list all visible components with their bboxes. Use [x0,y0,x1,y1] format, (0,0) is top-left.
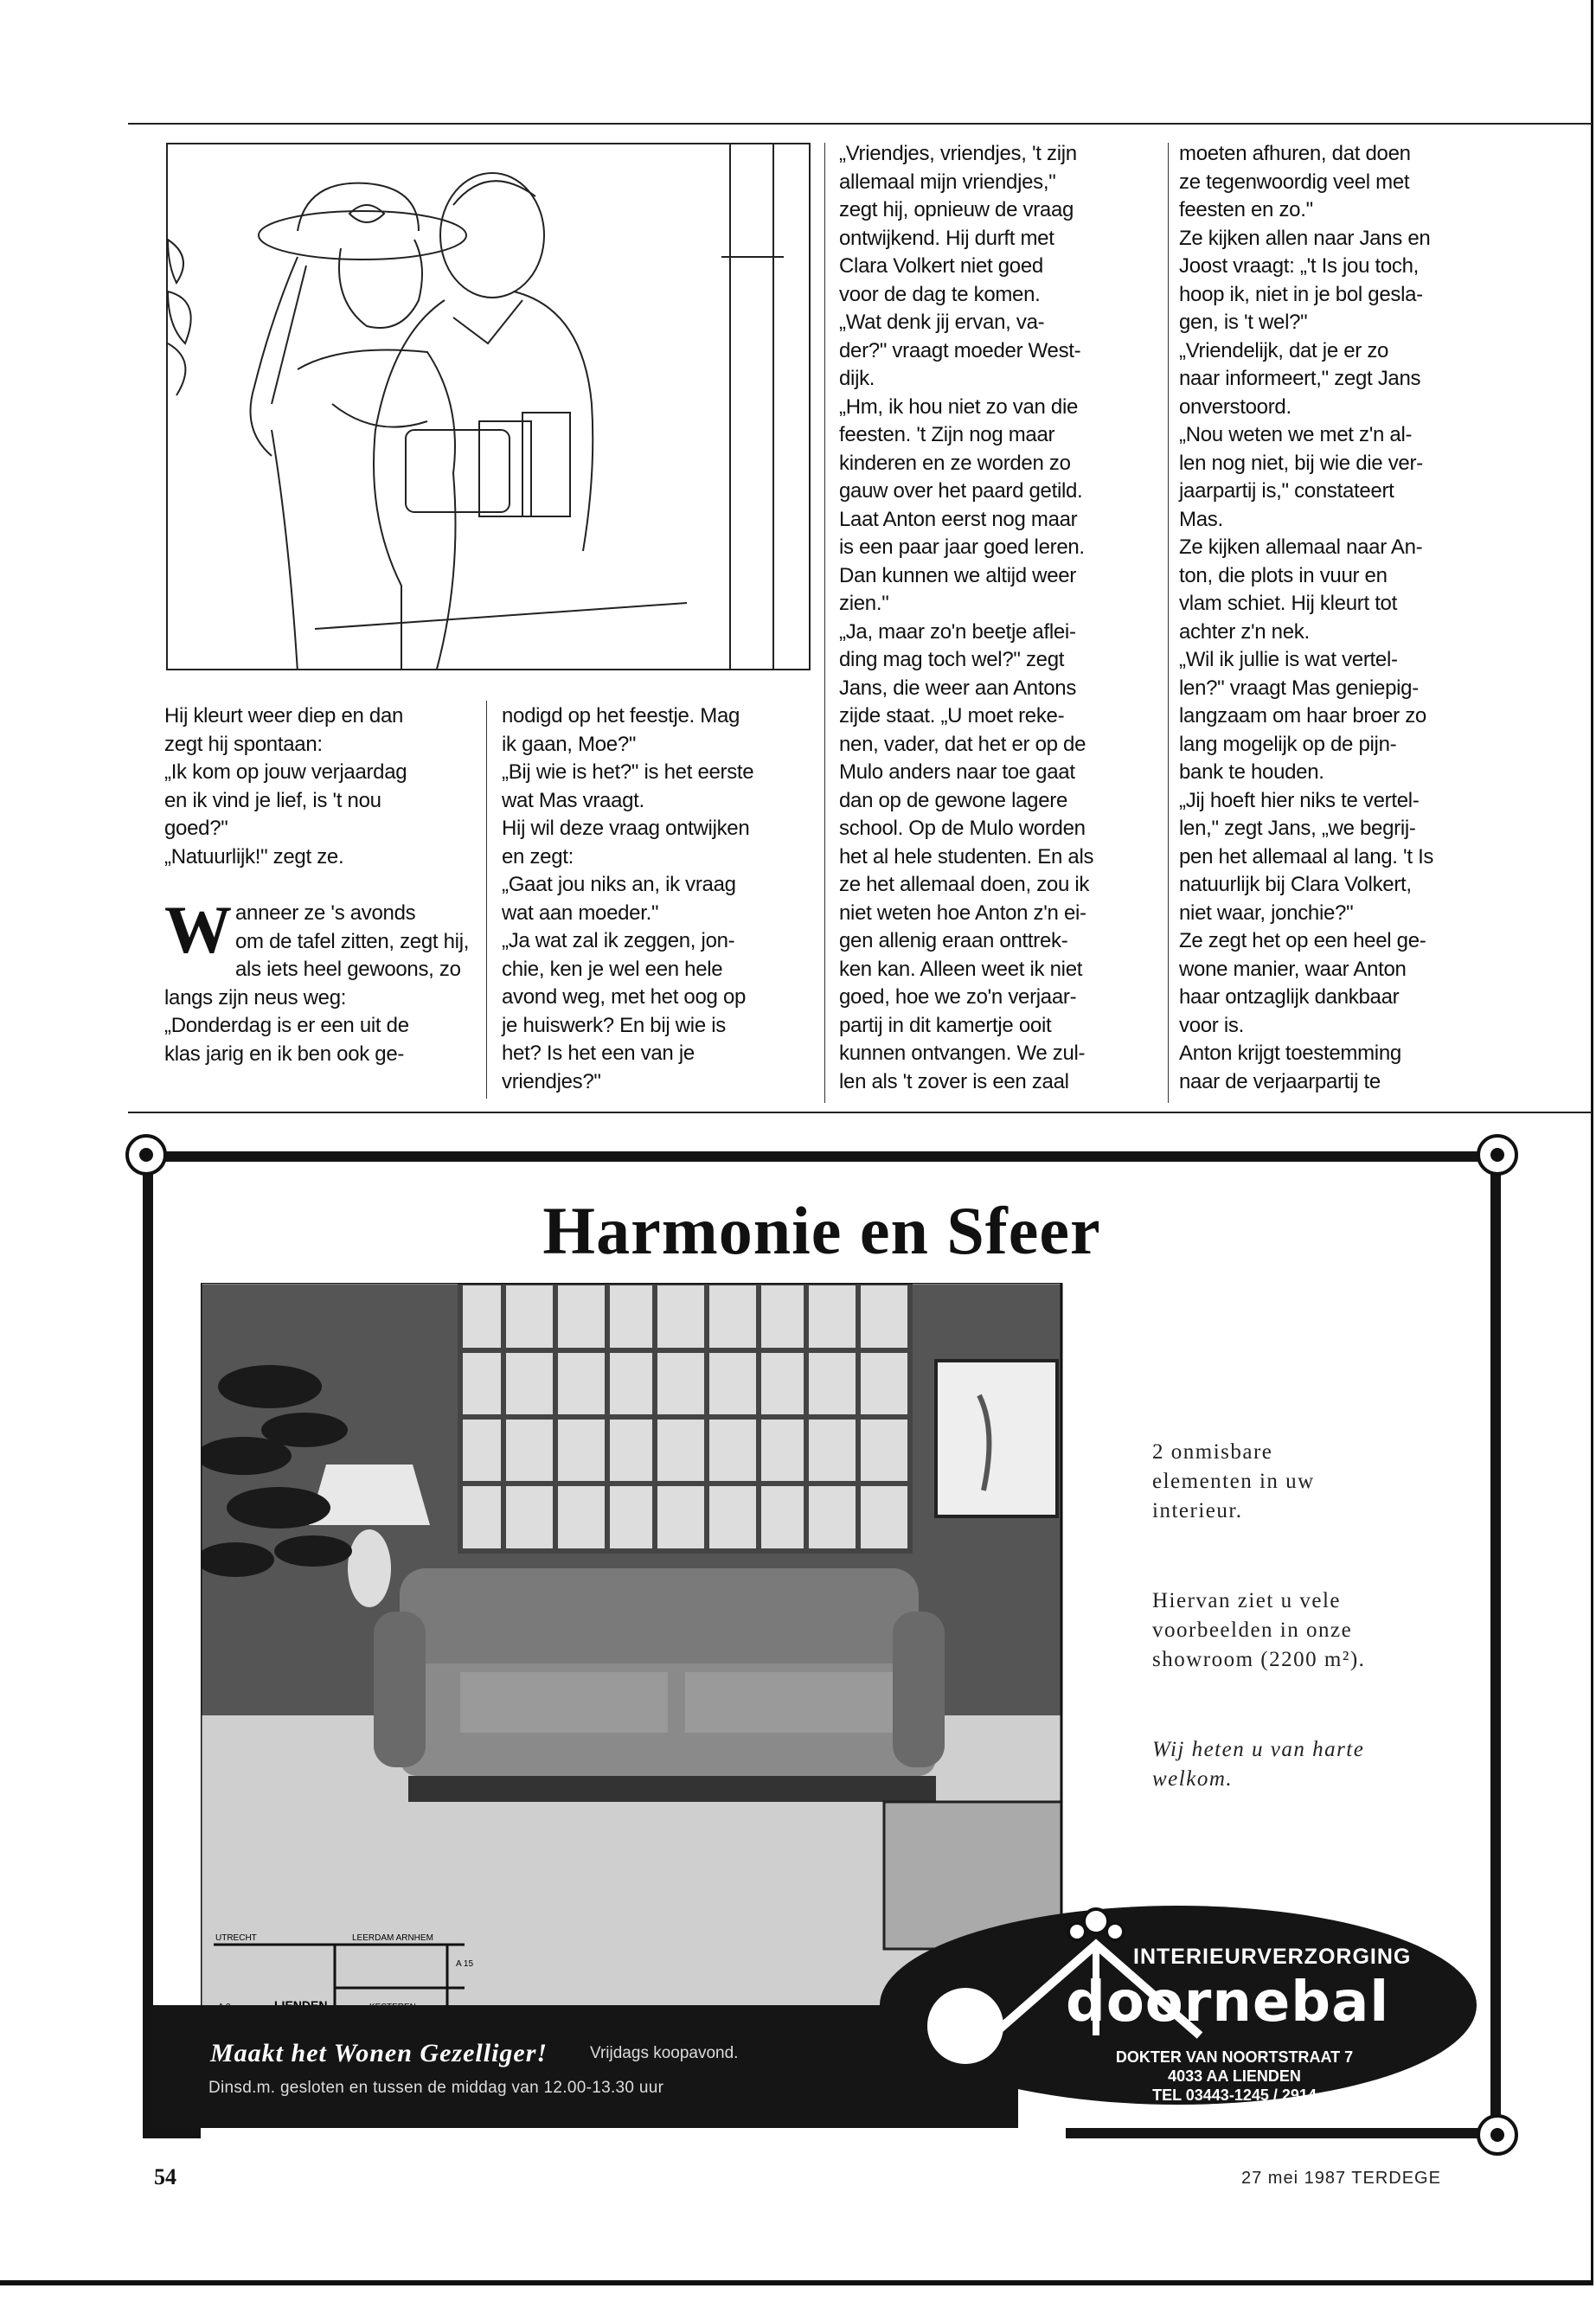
story-paragraph-dropcap [164,892,476,1068]
ad-copy [1152,1408,1429,1855]
page-number: 54 [154,2164,176,2189]
advertisement [143,1151,1501,2138]
ad-copy-welcome: Wij heten u van harte welkom. [1152,1738,1365,1791]
story-illustration [166,143,811,670]
corner-ornament [1477,1134,1518,1176]
ad-headline: Harmonie en Sfeer [542,1193,1101,1268]
ad-opening-hours: Dinsd.m. gesloten en tussen de middag van 12.00-13.30 uur [208,2079,664,2097]
drop-cap: W [164,892,232,967]
ad-copy-line-1: 2 onmisbare elementen in uw interieur. [1152,1440,1315,1522]
story-column-2: nodigd op het feestje. Mag ik gaan, Moe?" „Bij wie is het?" is het eerste wat Mas vraagt. Hij wil deze vraag ontwijken en zegt: „Gaat jou niks an, ik vraag wat aan moeder." „Ja wat zal ik zeggen, jon- chie, ken je wel een hele avond weg, met het oog op je huiswerk? En bij wie is het? Is het een van je vriendjes?" [502,704,754,1093]
column-rule [1168,143,1169,1103]
story-column-4: moeten afhuren, dat doen ze tegenwoordig veel met feesten en zo." Ze kijken allen naar Jans en Joost vraagt: „'t Is jou toch, hoop ik, niet in je bol gesla- gen, is 't wel?" „Vriendelijk, dat je er zo naar informeert," zegt Jans onverstoord. „Nou weten we met z'n al- len nog niet, bij wie die ver- jaarpartij is," constateert Mas. Ze kijken allemaal naar An- ton, die plots in vuur en vlam schiet. Hij kleurt tot achter z'n nek. „Wil ik jullie is wat vertel- len?" vraagt Mas geniepig- langzaam om haar broer zo lang mogelijk op de pijn- bank te houden. „Jij hoeft hier niks te vertel- len," zegt Jans, „we begrij- pen het allemaal al lang. 't Is natuurlijk bij Clara Volkert, niet waar, jonchie?" Ze zegt het op een heel ge- wone manier, waar Anton haar ontzaglijk dankbaar voor is. Anton krijgt toestemming naar de verjaarpartij te [1179,142,1434,1093]
logo-o-mark [927,1988,1003,2064]
logo-phone: TEL 03443-1245 / 2914 [1152,2086,1317,2104]
corner-ornament [125,1134,167,1176]
story-column-1-continued: anneer ze 's avonds om de tafel zitten, zegt hij, als iets heel gewoons, zo langs zijn neus weg: „Donderdag is er een uit de klas jarig en ik ben ook ge- [164,901,470,1066]
logo-address [1053,2048,1416,2105]
story-column-3: „Vriendjes, vriendjes, 't zijn allemaal mijn vriendjes," zegt hij, opnieuw de vraag ontwijkend. Hij durft met Clara Volkert niet goed voor de dag te komen. „Wat denk jij ervan, va- der?" vraagt moeder West- dijk. „Hm, ik hou niet zo van die feesten. 't Zijn nog maar kinderen en ze worden zo gauw over het paard getild. Laat Anton eerst nog maar is een paar jaar goed leren. Dan kunnen we altijd weer zien." „Ja, maar zo'n beetje aflei- ding mag toch wel?" zegt Jans, die weer aan Antons zijde staat. „U moet reke- nen, vader, dat het er op de Mulo anders naar toe gaat dan op de gewone lagere school. Op de Mulo worden het al hele studenten. En als ze het allemaal doen, zou ik niet weten hoe Anton z'n ei- gen allenig eraan onttrek- ken kan. Alleen weet ik niet goed, hoe we zo'n verjaar- partij in dit kamertje ooit kunnen ontvangen. We zul- len als 't zover is een zaal [839,142,1094,1093]
illustration-drawing [168,144,811,670]
map-label-a15: A 15 [456,1959,474,1969]
logo-street: DOKTER VAN NOORTSTRAAT 7 [1115,2048,1354,2066]
issue-date: 27 mei 1987 TERDEGE [1241,2169,1441,2188]
ad-copy-line-2: Hiervan ziet u vele voorbeelden in onze showroom (2200 m²). [1152,1589,1366,1671]
logo-tagline: INTERIEURVERZORGING [1133,1945,1412,1969]
column-rule [824,143,825,1103]
map-label-leerdam: LEERDAM ARNHEM [352,1933,433,1943]
logo-city: 4033 AA LIENDEN [1168,2067,1301,2085]
map-label-utrecht: UTRECHT [215,1933,257,1943]
corner-ornament [1477,2114,1518,2156]
column-rule [486,701,487,1099]
ad-shopping-evening: Vrijdags koopavond. [590,2044,739,2062]
ad-slogan: Maakt het Wonen Gezelliger! [210,2039,548,2067]
logo-wordmark: doornebal [1066,1971,1390,2035]
story-column-1: Hij kleurt weer diep en dan zegt hij spontaan: „Ik kom op jouw verjaardag en ik vind je lief, is 't nou goed?" „Natuurlijk!" zegt ze. [164,704,407,868]
